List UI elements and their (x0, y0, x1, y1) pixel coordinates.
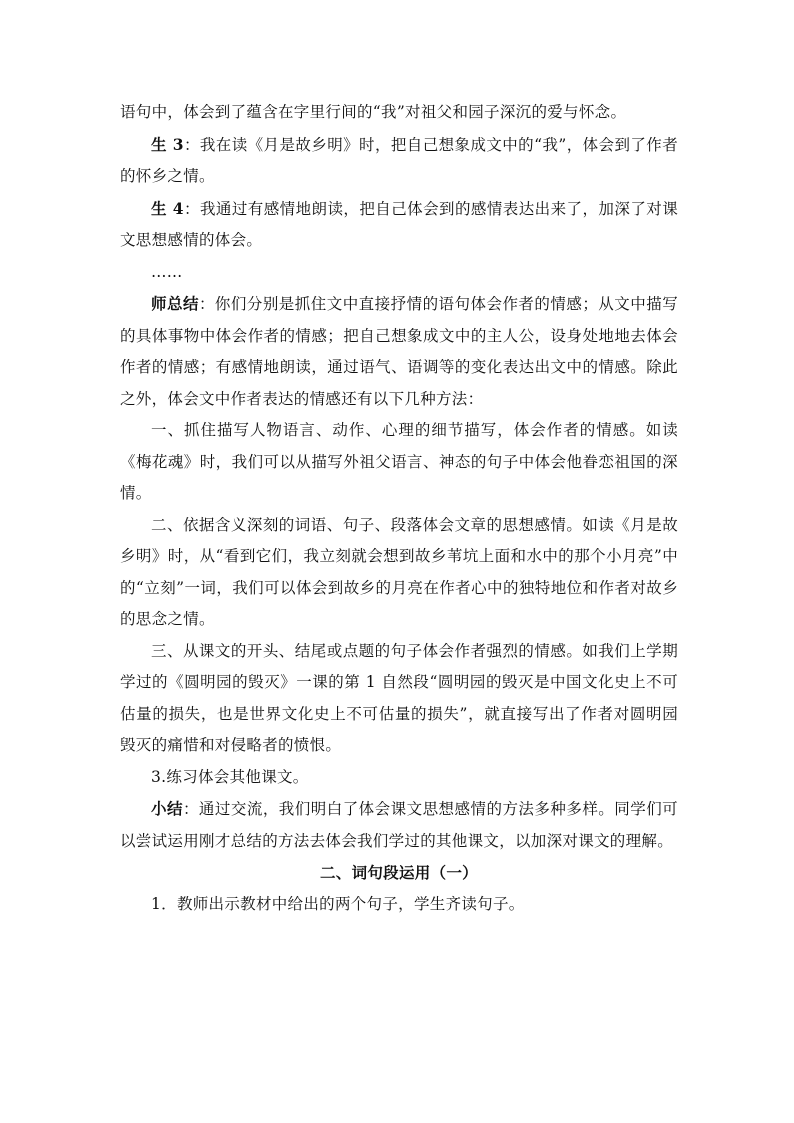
paragraph-conclusion (120, 793, 678, 857)
paragraph-text: 3.练习体会其他课文。 (151, 767, 309, 786)
section-heading: 二、词句段运用（一） (319, 863, 478, 882)
paragraph-method-3 (120, 636, 678, 762)
paragraph-method-1 (120, 415, 678, 510)
paragraph-text: ：我在读《月是故乡明》时，把自己想象成文中的“我”，体会到了作者的怀乡之情。 (120, 135, 678, 185)
paragraph-continuation (120, 97, 678, 129)
paragraph-text: 三、从课文的开头、结尾或点题的句子体会作者强烈的情感。如我们上学期学过的《圆明园的毁灭》一课的第 1 自然段“圆明园的毁灭是中国文化史上不可估量的损失，也是世界文化史上不可估量的损失”，就直接写出了作者对圆明园毁灭的痛惜和对侵略者的愤恨。 (120, 641, 678, 754)
paragraph-text: ：通过交流，我们明白了体会课文思想感情的方法多种多样。同学们可以尝试运用刚才总结的方法去体会我们学过的其他课文，以加深对课文的理解。 (120, 800, 678, 850)
ellipsis-text: …… (151, 262, 183, 281)
speaker-label: 生 4 (151, 198, 184, 218)
ellipsis-line (120, 257, 678, 289)
paragraph-text: ：你们分别是抓住文中直接抒情的语句体会作者的情感；从文中描写的具体事物中体会作者的情感；把自己想象成文中的主人公，设身处地地去体会作者的情感；有感情地朗读，通过语气、语调等的变化表达出文中的情感。除此之外，体会文中作者表达的情感还有以下几种方法： (120, 295, 678, 408)
paragraph-student-3 (120, 129, 678, 193)
paragraph-student-4 (120, 193, 678, 257)
paragraph-method-2 (120, 510, 678, 636)
paragraph-teacher-summary (120, 288, 678, 415)
speaker-label: 生 3 (151, 134, 184, 154)
paragraph-text: 1．教师出示教材中给出的两个句子，学生齐读句子。 (151, 894, 525, 913)
paragraph-text: 一、抓住描写人物语言、动作、心理的细节描写，体会作者的情感。如读《梅花魂》时，我们可以从描写外祖父语言、神态的句子中体会他眷恋祖国的深情。 (120, 421, 678, 502)
speaker-label: 小结 (151, 799, 183, 818)
paragraph-text: ：我通过有感情地朗读，把自己体会到的感情表达出来了，加深了对课文思想感情的体会。 (120, 199, 678, 249)
paragraph-text: 语句中，体会到了蕴含在字里行间的“我”对祖父和园子深沉的爱与怀念。 (120, 103, 627, 121)
paragraph-step-3 (120, 762, 678, 794)
paragraph-step-1 (120, 889, 678, 921)
speaker-label: 师总结 (151, 294, 199, 313)
paragraph-text: 二、依据含义深刻的词语、句子、段落体会文章的思想感情。如读《月是故乡明》时，从“看到它们，我立刻就会想到故乡苇坑上面和水中的那个小月亮”中的“立刻”一词，我们可以体会到故乡的月亮在作者心中的独特地位和作者对故乡的思念之情。 (120, 515, 678, 628)
document-body (120, 97, 678, 920)
